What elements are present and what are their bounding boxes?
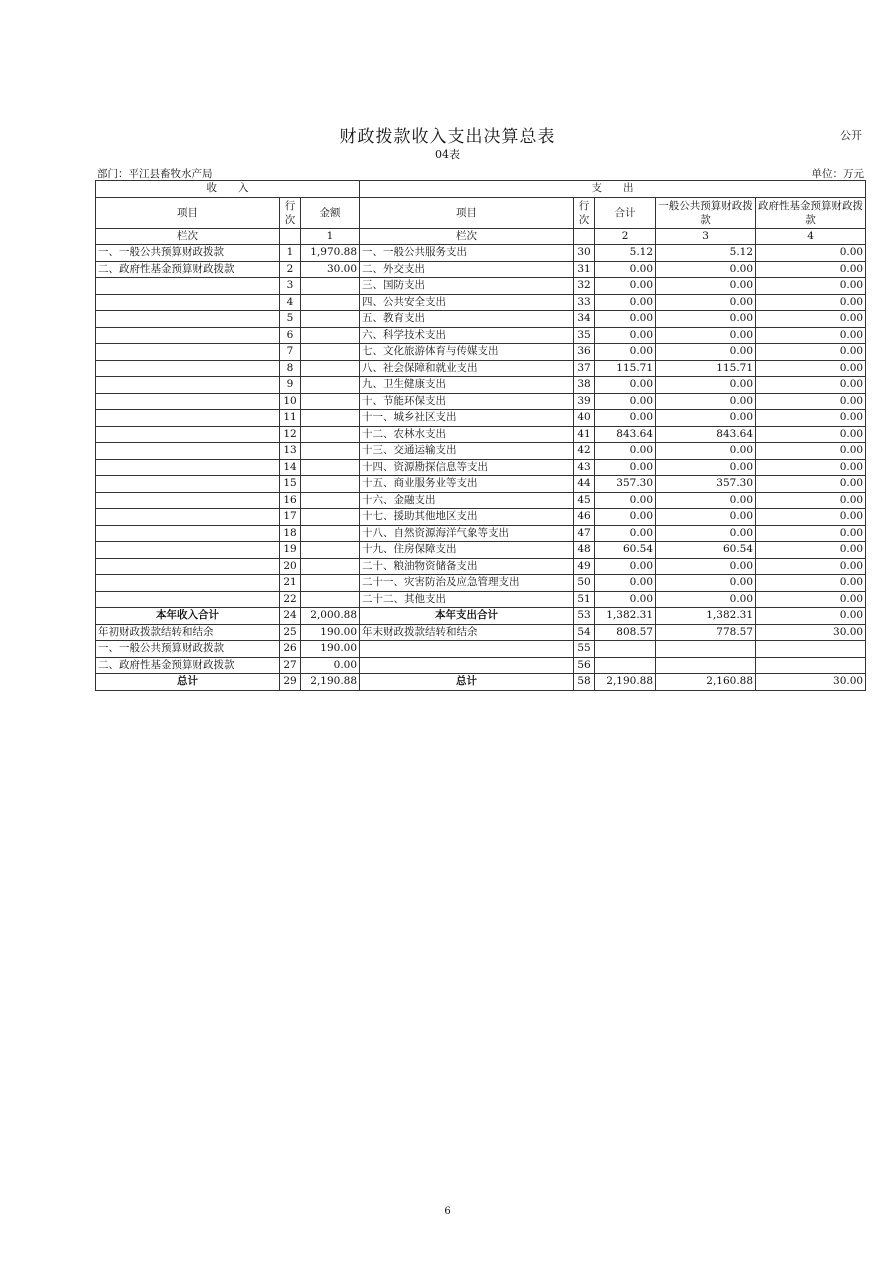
fund-budget-amount: 0.00 — [756, 278, 866, 295]
income-item — [96, 591, 280, 608]
expense-item: 三、国防支出 — [360, 278, 574, 295]
expense-line-no: 31 — [574, 261, 595, 278]
expense-total: 0.00 — [595, 294, 656, 311]
expense-total: 5.12 — [595, 245, 656, 262]
income-line-no: 1 — [280, 245, 301, 262]
fund-budget-amount: 30.00 — [756, 624, 866, 641]
income-amount: 2,000.88 — [301, 608, 360, 625]
expense-total — [595, 657, 656, 674]
table-row — [96, 657, 866, 674]
general-budget-amount: 60.54 — [656, 542, 756, 559]
income-line-no: 5 — [280, 311, 301, 328]
income-item — [96, 476, 280, 493]
general-budget-amount: 5.12 — [656, 245, 756, 262]
expense-line-no: 58 — [574, 674, 595, 691]
expense-item: 十五、商业服务业等支出 — [360, 476, 574, 493]
general-budget-amount: 0.00 — [656, 327, 756, 344]
table-row — [96, 476, 866, 493]
general-budget-amount: 0.00 — [656, 459, 756, 476]
expense-total: 0.00 — [595, 525, 656, 542]
fund-budget-amount: 30.00 — [756, 674, 866, 691]
table-row — [96, 311, 866, 328]
fund-budget-amount: 0.00 — [756, 261, 866, 278]
expense-total: 60.54 — [595, 542, 656, 559]
table-row — [96, 360, 866, 377]
income-amount-header: 金额 — [301, 197, 360, 228]
expense-total: 0.00 — [595, 509, 656, 526]
general-budget-amount: 0.00 — [656, 558, 756, 575]
income-item — [96, 426, 280, 443]
expense-line-no: 51 — [574, 591, 595, 608]
income-item-header: 项目 — [96, 197, 280, 228]
income-line-no: 24 — [280, 608, 301, 625]
general-budget-amount: 0.00 — [656, 575, 756, 592]
column-index-row — [96, 228, 866, 245]
income-item — [96, 278, 280, 295]
expense-line-no: 39 — [574, 393, 595, 410]
expense-item — [360, 641, 574, 658]
page-title: 财政拨款收入支出决算总表 — [339, 127, 556, 147]
income-line-no: 4 — [280, 294, 301, 311]
expense-line-no: 43 — [574, 459, 595, 476]
income-col-label: 栏次 — [96, 228, 280, 245]
col-3: 3 — [656, 228, 756, 245]
table-row — [96, 674, 866, 691]
expense-item: 十一、城乡社区支出 — [360, 410, 574, 427]
income-item — [96, 509, 280, 526]
expense-line-no: 36 — [574, 344, 595, 361]
expense-total: 808.57 — [595, 624, 656, 641]
income-amount — [301, 591, 360, 608]
income-item — [96, 492, 280, 509]
expense-total: 0.00 — [595, 492, 656, 509]
income-item — [96, 542, 280, 559]
expense-total: 0.00 — [595, 558, 656, 575]
income-line-header: 行 次 — [280, 197, 301, 228]
budget-table — [95, 180, 866, 691]
expense-item: 十二、农林水支出 — [360, 426, 574, 443]
table-row — [96, 542, 866, 559]
col-4: 4 — [756, 228, 866, 245]
income-item: 一、一般公共预算财政拨款 — [96, 245, 280, 262]
expense-item: 二、外交支出 — [360, 261, 574, 278]
income-amount: 2,190.88 — [301, 674, 360, 691]
expense-line-no: 53 — [574, 608, 595, 625]
income-item — [96, 525, 280, 542]
income-item — [96, 459, 280, 476]
income-amount — [301, 525, 360, 542]
department-label: 部门：平江县畜牧水产局 — [97, 168, 213, 180]
fund-budget-amount: 0.00 — [756, 360, 866, 377]
income-amount — [301, 509, 360, 526]
table-row — [96, 492, 866, 509]
page-number: 6 — [444, 1206, 451, 1217]
fund-budget-amount — [756, 657, 866, 674]
fund-budget-amount: 0.00 — [756, 377, 866, 394]
expense-item — [360, 657, 574, 674]
income-line-no: 2 — [280, 261, 301, 278]
section-header-row — [96, 181, 866, 198]
income-amount — [301, 377, 360, 394]
income-line-no: 13 — [280, 443, 301, 460]
income-amount — [301, 459, 360, 476]
table-row — [96, 377, 866, 394]
expense-line-no: 49 — [574, 558, 595, 575]
fund-budget-amount: 0.00 — [756, 426, 866, 443]
expense-total: 0.00 — [595, 344, 656, 361]
expense-col-label: 栏次 — [360, 228, 574, 245]
col-1: 1 — [301, 228, 360, 245]
fund-budget-amount: 0.00 — [756, 476, 866, 493]
general-budget-amount: 2,160.88 — [656, 674, 756, 691]
income-amount — [301, 492, 360, 509]
income-line-no: 17 — [280, 509, 301, 526]
income-item: 年初财政拨款结转和结余 — [96, 624, 280, 641]
income-amount — [301, 278, 360, 295]
fund-budget-amount: 0.00 — [756, 245, 866, 262]
general-budget-amount: 0.00 — [656, 443, 756, 460]
expense-item: 十九、住房保障支出 — [360, 542, 574, 559]
expense-header: 支 出 — [360, 181, 866, 198]
expense-item: 十四、资源勘探信息等支出 — [360, 459, 574, 476]
table-row — [96, 393, 866, 410]
table-row — [96, 261, 866, 278]
fund-budget-amount: 0.00 — [756, 575, 866, 592]
fund-budget-amount: 0.00 — [756, 525, 866, 542]
income-line-no: 11 — [280, 410, 301, 427]
expense-total: 0.00 — [595, 311, 656, 328]
income-line-no: 12 — [280, 426, 301, 443]
general-budget-amount: 0.00 — [656, 278, 756, 295]
expense-total: 0.00 — [595, 575, 656, 592]
expense-line-no: 33 — [574, 294, 595, 311]
expense-item: 五、教育支出 — [360, 311, 574, 328]
expense-total: 0.00 — [595, 377, 656, 394]
table-row — [96, 294, 866, 311]
general-budget-amount: 0.00 — [656, 294, 756, 311]
income-item — [96, 443, 280, 460]
general-budget-amount: 0.00 — [656, 492, 756, 509]
general-budget-header: 一般公共预算财政拨款 — [656, 197, 756, 228]
general-budget-amount — [656, 641, 756, 658]
expense-item: 二十、粮油物资储备支出 — [360, 558, 574, 575]
income-line-no: 7 — [280, 344, 301, 361]
income-line-no: 29 — [280, 674, 301, 691]
table-row — [96, 278, 866, 295]
income-line-no: 19 — [280, 542, 301, 559]
general-budget-amount: 0.00 — [656, 525, 756, 542]
income-amount — [301, 410, 360, 427]
expense-item: 二十一、灾害防治及应急管理支出 — [360, 575, 574, 592]
expense-item: 四、公共安全支出 — [360, 294, 574, 311]
fund-budget-amount: 0.00 — [756, 459, 866, 476]
fund-budget-amount: 0.00 — [756, 393, 866, 410]
general-budget-amount: 0.00 — [656, 377, 756, 394]
expense-line-no: 35 — [574, 327, 595, 344]
income-item — [96, 294, 280, 311]
expense-line-no: 38 — [574, 377, 595, 394]
table-row — [96, 443, 866, 460]
expense-item-header: 项目 — [360, 197, 574, 228]
income-amount — [301, 311, 360, 328]
expense-item: 十三、交通运输支出 — [360, 443, 574, 460]
expense-total — [595, 641, 656, 658]
general-budget-amount: 357.30 — [656, 476, 756, 493]
expense-total: 0.00 — [595, 393, 656, 410]
expense-line-header: 行 次 — [574, 197, 595, 228]
general-budget-amount: 0.00 — [656, 393, 756, 410]
fund-budget-amount: 0.00 — [756, 311, 866, 328]
expense-item: 六、科学技术支出 — [360, 327, 574, 344]
general-budget-amount: 0.00 — [656, 410, 756, 427]
expense-item: 八、社会保障和就业支出 — [360, 360, 574, 377]
expense-line-no: 32 — [574, 278, 595, 295]
income-item: 二、政府性基金预算财政拨款 — [96, 261, 280, 278]
expense-total: 115.71 — [595, 360, 656, 377]
fund-budget-amount: 0.00 — [756, 509, 866, 526]
expense-item: 九、卫生健康支出 — [360, 377, 574, 394]
general-budget-amount — [656, 657, 756, 674]
general-budget-amount: 0.00 — [656, 591, 756, 608]
col-2: 2 — [595, 228, 656, 245]
expense-line-no: 37 — [574, 360, 595, 377]
table-row — [96, 525, 866, 542]
expense-line-no: 40 — [574, 410, 595, 427]
table-row — [96, 509, 866, 526]
income-amount — [301, 360, 360, 377]
table-row — [96, 608, 866, 625]
income-line-no: 18 — [280, 525, 301, 542]
expense-total: 0.00 — [595, 327, 656, 344]
expense-line-no: 30 — [574, 245, 595, 262]
income-amount — [301, 476, 360, 493]
income-item — [96, 327, 280, 344]
expense-line-no: 34 — [574, 311, 595, 328]
expense-item: 七、文化旅游体育与传媒支出 — [360, 344, 574, 361]
public-label: 公开 — [840, 129, 862, 142]
table-row — [96, 327, 866, 344]
expense-line-no: 42 — [574, 443, 595, 460]
expense-total: 0.00 — [595, 278, 656, 295]
fund-budget-header: 政府性基金预算财政拨款 — [756, 197, 866, 228]
income-line-no: 14 — [280, 459, 301, 476]
expense-item: 二十二、其他支出 — [360, 591, 574, 608]
expense-line-no: 44 — [574, 476, 595, 493]
income-amount — [301, 344, 360, 361]
fund-budget-amount: 0.00 — [756, 591, 866, 608]
income-line-no: 25 — [280, 624, 301, 641]
income-line-no: 27 — [280, 657, 301, 674]
income-line-no: 9 — [280, 377, 301, 394]
income-line-no: 15 — [280, 476, 301, 493]
fund-budget-amount: 0.00 — [756, 492, 866, 509]
income-item: 二、政府性基金预算财政拨款 — [96, 657, 280, 674]
expense-item: 本年支出合计 — [360, 608, 574, 625]
income-amount — [301, 558, 360, 575]
expense-line-no: 56 — [574, 657, 595, 674]
income-amount: 190.00 — [301, 624, 360, 641]
income-item: 总计 — [96, 674, 280, 691]
expense-item: 十六、金融支出 — [360, 492, 574, 509]
expense-total: 1,382.31 — [595, 608, 656, 625]
income-amount — [301, 294, 360, 311]
general-budget-amount: 115.71 — [656, 360, 756, 377]
expense-item: 总计 — [360, 674, 574, 691]
fund-budget-amount — [756, 641, 866, 658]
income-item — [96, 393, 280, 410]
expense-line-no: 54 — [574, 624, 595, 641]
fund-budget-amount: 0.00 — [756, 327, 866, 344]
expense-total: 0.00 — [595, 443, 656, 460]
fund-budget-amount: 0.00 — [756, 558, 866, 575]
income-line-no: 6 — [280, 327, 301, 344]
expense-total: 2,190.88 — [595, 674, 656, 691]
expense-line-no: 48 — [574, 542, 595, 559]
income-line-no: 22 — [280, 591, 301, 608]
expense-item: 十八、自然资源海洋气象等支出 — [360, 525, 574, 542]
income-item — [96, 344, 280, 361]
fund-budget-amount: 0.00 — [756, 443, 866, 460]
income-line-no: 3 — [280, 278, 301, 295]
income-amount — [301, 575, 360, 592]
expense-line-no: 55 — [574, 641, 595, 658]
income-amount: 30.00 — [301, 261, 360, 278]
column-header-row — [96, 197, 866, 228]
income-header: 收 入 — [96, 181, 360, 198]
fund-budget-amount: 0.00 — [756, 344, 866, 361]
table-row — [96, 575, 866, 592]
income-line-no: 26 — [280, 641, 301, 658]
income-item — [96, 410, 280, 427]
expense-item: 十、节能环保支出 — [360, 393, 574, 410]
fund-budget-amount: 0.00 — [756, 294, 866, 311]
fund-budget-amount: 0.00 — [756, 542, 866, 559]
table-row — [96, 624, 866, 641]
general-budget-amount: 1,382.31 — [656, 608, 756, 625]
income-line-no: 8 — [280, 360, 301, 377]
table-number: 04表 — [435, 148, 460, 161]
expense-line-no: 50 — [574, 575, 595, 592]
expense-item: 一、一般公共服务支出 — [360, 245, 574, 262]
table-row — [96, 410, 866, 427]
income-line-no: 20 — [280, 558, 301, 575]
income-item: 本年收入合计 — [96, 608, 280, 625]
income-amount — [301, 393, 360, 410]
general-budget-amount: 0.00 — [656, 261, 756, 278]
general-budget-amount: 843.64 — [656, 426, 756, 443]
unit-label: 单位：万元 — [811, 168, 864, 180]
expense-line-no: 46 — [574, 509, 595, 526]
table-row — [96, 558, 866, 575]
expense-total: 843.64 — [595, 426, 656, 443]
income-item — [96, 311, 280, 328]
general-budget-amount: 0.00 — [656, 311, 756, 328]
income-item — [96, 377, 280, 394]
income-item: 一、一般公共预算财政拨款 — [96, 641, 280, 658]
fund-budget-amount: 0.00 — [756, 608, 866, 625]
general-budget-amount: 778.57 — [656, 624, 756, 641]
income-amount — [301, 542, 360, 559]
income-amount — [301, 443, 360, 460]
total-header: 合计 — [595, 197, 656, 228]
general-budget-amount: 0.00 — [656, 509, 756, 526]
expense-item: 十七、援助其他地区支出 — [360, 509, 574, 526]
income-amount: 190.00 — [301, 641, 360, 658]
table-row — [96, 591, 866, 608]
table-row — [96, 344, 866, 361]
income-amount: 1,970.88 — [301, 245, 360, 262]
income-line-no: 21 — [280, 575, 301, 592]
income-item — [96, 575, 280, 592]
income-amount — [301, 327, 360, 344]
general-budget-amount: 0.00 — [656, 344, 756, 361]
expense-total: 0.00 — [595, 410, 656, 427]
income-item — [96, 558, 280, 575]
expense-line-no: 47 — [574, 525, 595, 542]
income-amount: 0.00 — [301, 657, 360, 674]
expense-total: 0.00 — [595, 459, 656, 476]
fund-budget-amount: 0.00 — [756, 410, 866, 427]
expense-line-no: 45 — [574, 492, 595, 509]
expense-total: 357.30 — [595, 476, 656, 493]
table-row — [96, 245, 866, 262]
income-amount — [301, 426, 360, 443]
expense-item: 年末财政拨款结转和结余 — [360, 624, 574, 641]
table-row — [96, 426, 866, 443]
table-row — [96, 641, 866, 658]
income-line-no: 16 — [280, 492, 301, 509]
income-item — [96, 360, 280, 377]
expense-total: 0.00 — [595, 261, 656, 278]
expense-line-no: 41 — [574, 426, 595, 443]
table-row — [96, 459, 866, 476]
expense-total: 0.00 — [595, 591, 656, 608]
income-line-no: 10 — [280, 393, 301, 410]
